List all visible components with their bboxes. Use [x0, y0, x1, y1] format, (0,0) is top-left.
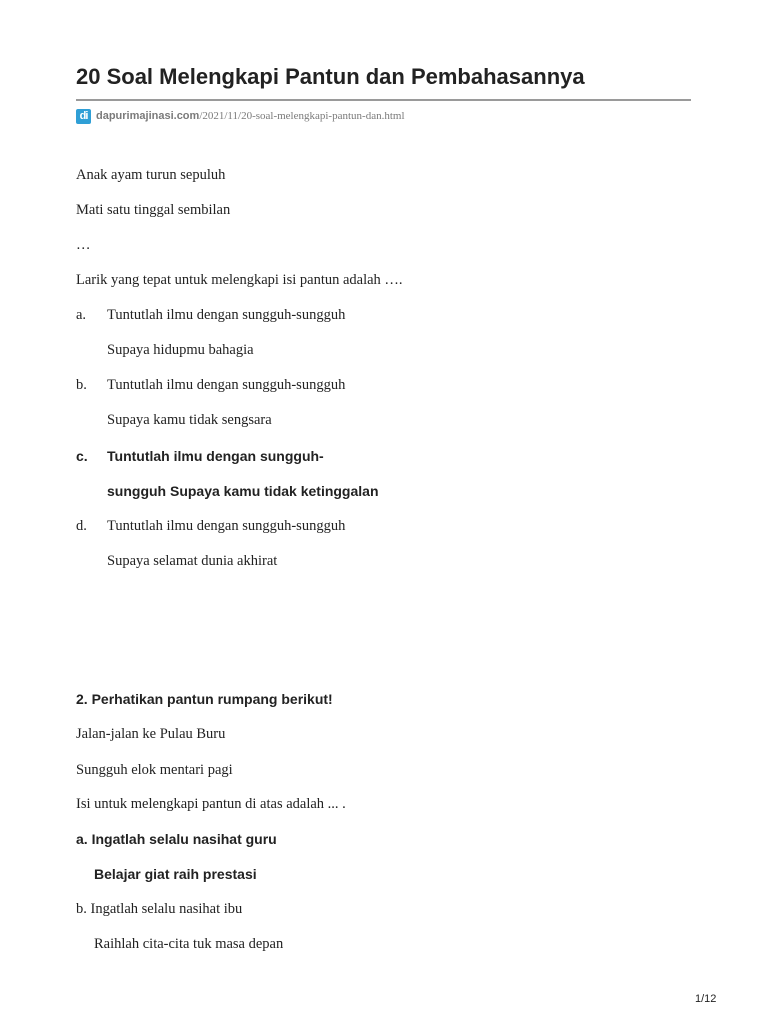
- q2-option-b-line-2: Raihlah cita-cita tuk masa depan: [94, 936, 284, 952]
- option-text: Ingatlah selalu nasihat ibu: [90, 901, 243, 917]
- source-path[interactable]: /2021/11/20-soal-melengkapi-pantun-dan.html: [199, 110, 405, 122]
- option-text: Tuntutlah ilmu dengan sungguh-sungguh: [107, 307, 346, 323]
- option-text: Tuntutlah ilmu dengan sungguh-sungguh: [107, 377, 346, 393]
- q2-pantun-line-2: Sungguh elok mentari pagi: [76, 762, 233, 778]
- option-label: b.: [76, 901, 87, 917]
- q2-pantun-line-1: Jalan-jalan ke Pulau Buru: [76, 726, 226, 742]
- q2-option-a-line-2: Belajar giat raih prestasi: [94, 866, 257, 882]
- page-number: [695, 993, 716, 1005]
- q1-option-b: [76, 377, 345, 394]
- q1-pantun-line-3: …: [76, 237, 91, 253]
- source-line[interactable]: [76, 105, 405, 127]
- page-current: 1: [695, 993, 702, 1005]
- q1-option-c-line-2: sungguh Supaya kamu tidak ketinggalan: [107, 483, 379, 499]
- q2-heading: 2. Perhatikan pantun rumpang berikut!: [76, 691, 333, 707]
- q1-option-c: [76, 448, 324, 464]
- option-label: a.: [76, 307, 87, 323]
- page-total: /12: [701, 993, 717, 1005]
- q1-option-d-line-2: Supaya selamat dunia akhirat: [107, 553, 278, 569]
- q2-question: Isi untuk melengkapi pantun di atas adalah ... .: [76, 796, 346, 812]
- q2-option-a: [76, 831, 277, 847]
- q2-option-b: [76, 901, 242, 918]
- option-label: d.: [76, 518, 87, 534]
- page-title: 20 Soal Melengkapi Pantun dan Pembahasannya: [76, 64, 585, 89]
- option-label: b.: [76, 377, 87, 393]
- site-logo-icon: di: [76, 109, 91, 124]
- q1-pantun-line-1: Anak ayam turun sepuluh: [76, 167, 226, 183]
- q1-option-b-line-2: Supaya kamu tidak sengsara: [107, 412, 272, 428]
- option-label: a.: [76, 831, 88, 847]
- option-label: c.: [76, 448, 88, 464]
- option-text: Tuntutlah ilmu dengan sungguh-: [107, 448, 324, 464]
- q1-question: Larik yang tepat untuk melengkapi isi pantun adalah ….: [76, 272, 403, 288]
- option-text: Tuntutlah ilmu dengan sungguh-sungguh: [107, 518, 346, 534]
- option-text: Ingatlah selalu nasihat guru: [91, 831, 277, 847]
- q1-option-d: [76, 518, 345, 535]
- title-divider: [76, 99, 691, 101]
- q1-pantun-line-2: Mati satu tinggal sembilan: [76, 202, 231, 218]
- q1-option-a: [76, 307, 345, 324]
- source-domain[interactable]: dapurimajinasi.com: [96, 110, 200, 122]
- q1-option-a-line-2: Supaya hidupmu bahagia: [107, 342, 254, 358]
